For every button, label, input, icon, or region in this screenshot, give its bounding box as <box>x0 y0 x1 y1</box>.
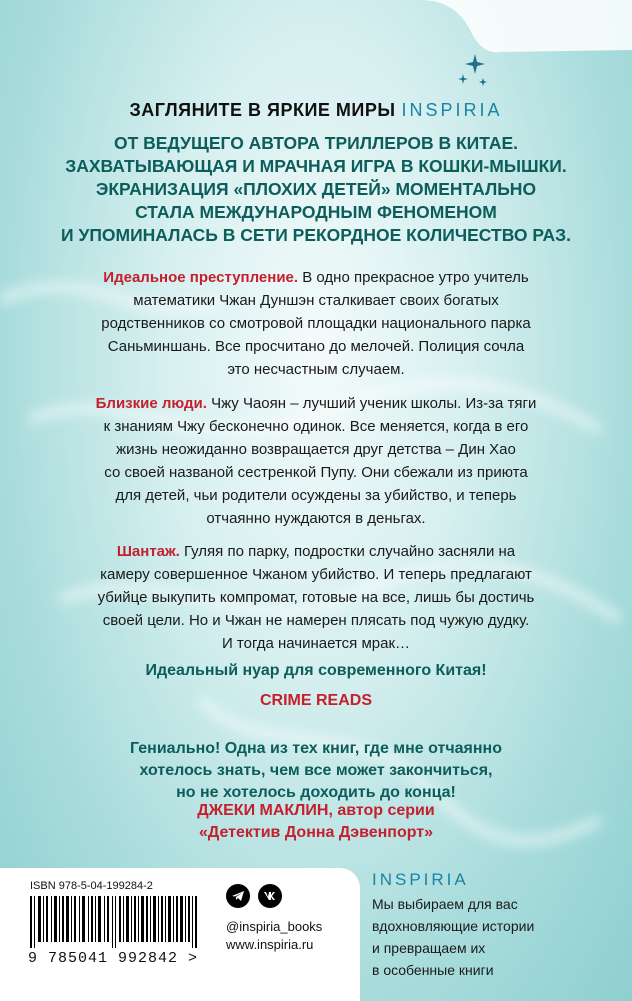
paragraph-line: Чжу Чаоян – лучший ученик школы. Из-за тяги <box>206 395 537 412</box>
tagline-line: вдохновляющие истории <box>372 918 535 934</box>
review-quote <box>30 660 602 682</box>
tagline-line: в особенные книги <box>372 962 494 978</box>
social-handle[interactable]: @inspiria_books <box>226 919 323 934</box>
synopsis-paragraph <box>48 392 584 530</box>
paragraph-line: камеру совершенное Чжаном убийство. И теперь предлагают <box>100 566 532 583</box>
paragraph-line: своей цели. Но и Чжан не намерен плясать под чужую дудку. <box>102 612 530 629</box>
lead-line: И УПОМИНАЛАСЬ В СЕТИ РЕКОРДНОЕ КОЛИЧЕСТВО РАЗ. <box>61 225 571 245</box>
brand-name: INSPIRIA <box>401 100 503 120</box>
paragraph-line: В одно прекрасное утро учитель <box>298 269 529 286</box>
top-decorative-curve <box>0 0 632 60</box>
paragraph-line: И тогда начинается мрак… <box>221 635 411 652</box>
barcode-digits: 9 785041 992842 > <box>28 950 199 967</box>
isbn-label: ISBN 978-5-04-199284-2 <box>30 880 153 892</box>
publisher-brand: INSPIRIA <box>372 870 469 889</box>
review-quote <box>30 738 602 804</box>
quote-line: хотелось знать, чем все может закончиться, <box>139 762 493 779</box>
tagline-line: и превращаем их <box>372 940 486 956</box>
source-line: «Детектив Донна Дэвенпорт» <box>198 824 434 841</box>
paragraph-line: это несчастным случаем. <box>227 361 405 378</box>
vk-icon[interactable] <box>258 884 282 908</box>
publisher-tagline <box>372 893 612 981</box>
paragraph-keyword: Идеальное преступление. <box>103 269 299 286</box>
quote-line: Гениально! Одна из тех книг, где мне отчаянно <box>130 740 502 757</box>
paragraph-line: математики Чжан Дуншэн сталкивает своих богатых <box>133 292 499 309</box>
review-source <box>30 800 602 844</box>
paragraph-line: жизнь неожиданно возвращается друг детства – Дин Хао <box>116 441 516 458</box>
synopsis-paragraph <box>48 540 584 655</box>
source-line: ДЖЕКИ МАКЛИН, автор серии <box>197 802 435 819</box>
review-source <box>30 690 602 712</box>
lead-line: СТАЛА МЕЖДУНАРОДНЫМ ФЕНОМЕНОМ <box>135 202 497 222</box>
paragraph-line: убийце выкупить компромат, готовые на все, лишь бы достичь <box>97 589 535 606</box>
telegram-icon[interactable] <box>226 884 250 908</box>
quote-line: Идеальный нуар для современного Китая! <box>145 662 487 679</box>
quote-line: но не хотелось доходить до конца! <box>176 784 456 801</box>
lead-blurb <box>30 132 602 247</box>
series-header <box>0 100 632 121</box>
paragraph-line: родственников со смотровой площадки национального парка <box>101 315 531 332</box>
synopsis-paragraph <box>48 266 584 381</box>
header-text: ЗАГЛЯНИТЕ В ЯРКИЕ МИРЫ <box>129 100 396 120</box>
paragraph-line: для детей, чьи родители осуждены за убийство, и теперь <box>115 487 517 504</box>
website-link[interactable]: www.inspiria.ru <box>226 937 314 952</box>
paragraph-line: Гуляя по парку, подростки случайно засняли на <box>179 543 516 560</box>
paragraph-line: со своей названой сестренкой Пупу. Они сбежали из приюта <box>104 464 528 481</box>
paragraph-line: Саньминшань. Все просчитано до мелочей. Полиция сочла <box>107 338 525 355</box>
source-line: CRIME READS <box>259 692 372 709</box>
paragraph-line: к знаниям Чжу бесконечно одинок. Все меняется, когда в его <box>103 418 529 435</box>
sparkle-icon <box>455 52 495 92</box>
paragraph-line: отчаянно нуждаются в деньгах. <box>206 510 426 527</box>
lead-line: ОТ ВЕДУЩЕГО АВТОРА ТРИЛЛЕРОВ В КИТАЕ. <box>113 133 519 153</box>
barcode <box>28 896 208 948</box>
paragraph-keyword: Шантаж. <box>116 543 180 560</box>
social-icons <box>226 884 282 908</box>
lead-line: ЗАХВАТЫВАЮЩАЯ И МРАЧНАЯ ИГРА В КОШКИ-МЫШКИ. <box>65 156 567 176</box>
tagline-line: Мы выбираем для вас <box>372 896 518 912</box>
lead-line: ЭКРАНИЗАЦИЯ «ПЛОХИХ ДЕТЕЙ» МОМЕНТАЛЬНО <box>95 179 537 199</box>
paragraph-keyword: Близкие люди. <box>95 395 207 412</box>
